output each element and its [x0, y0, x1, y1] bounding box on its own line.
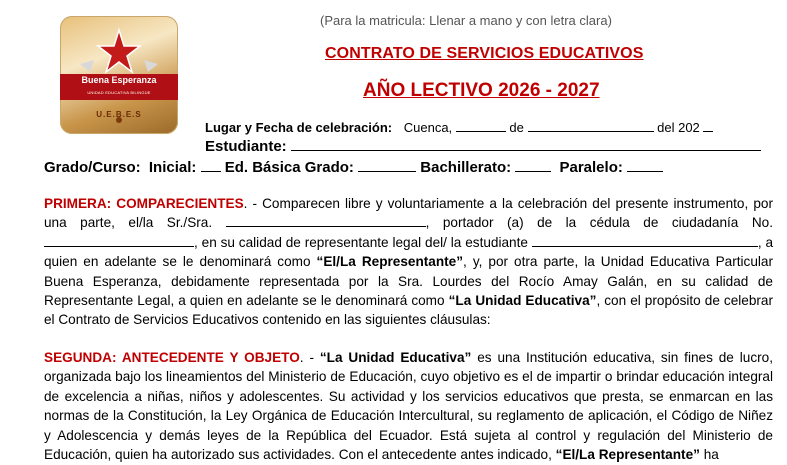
day-blank[interactable] [456, 119, 506, 132]
del-word: del 202 [657, 120, 700, 135]
basica-label: Ed. Básica Grado: [224, 159, 354, 176]
place-date-label: Lugar y Fecha de celebración: [205, 120, 393, 135]
paralelo-label: Paralelo: [559, 159, 623, 176]
city: Cuenca, [403, 120, 453, 135]
grade-line [44, 157, 663, 176]
de-word: de [509, 120, 524, 135]
month-blank[interactable] [528, 119, 654, 132]
student-name-blank[interactable] [532, 233, 758, 247]
student-line [205, 136, 761, 155]
clause-first-text-2: , portador (a) de la cédula de ciudadanía No. [425, 215, 773, 231]
basica-blank[interactable] [358, 157, 416, 172]
clause-second [44, 348, 773, 464]
school-logo [60, 16, 178, 134]
inicial-label: Inicial: [148, 159, 197, 176]
student-label: Estudiante: [205, 138, 287, 155]
representative-term-2: “El/La Representante” [555, 447, 700, 463]
bachillerato-blank[interactable] [515, 157, 551, 172]
clause-first-text-1: . - Comparecen libre y voluntariamente a la celebración del presente instrumento, por una parte, el/la Sr./Sra. [44, 196, 773, 231]
clause-first [44, 194, 773, 330]
school-term-2: “La Unidad Educativa” [319, 350, 472, 365]
document-title: CONTRATO DE SERVICIOS EDUCATIVOS [325, 45, 644, 62]
id-number-blank[interactable] [44, 233, 194, 247]
clause-second-text-2: ha [703, 447, 719, 463]
clause-first-text-3: , en su calidad de representante legal del/ la estudiante [194, 234, 528, 250]
bachillerato-label: Bachillerato: [420, 159, 512, 176]
grade-label: Grado/Curso: [44, 159, 141, 176]
logo-name: Buena Esperanza [81, 75, 157, 85]
year-blank[interactable] [703, 119, 713, 132]
clause-first-text-6: , con el propósito de celebrar el Contrato de Servicios Educativos contenido en las siguientes cláusulas: [44, 293, 774, 328]
school-term: “La Unidad Educativa” [448, 293, 597, 309]
clause-first-heading: PRIMERA: COMPARECIENTES [44, 196, 244, 211]
clause-first-text-4: , a quien en adelante se le denominará como [44, 234, 774, 270]
student-blank[interactable] [291, 136, 761, 151]
clause-first-text-5: , y, por otra parte, la Unidad Educativa Particular Buena Esperanza, debidamente representada por la Sra. Lourdes del Rocío Amay Galán, en su calidad de Representante Legal, a quien en adelante se le denominará como [44, 254, 773, 309]
inicial-blank[interactable] [201, 157, 221, 172]
clause-second-text-1: es una Institución educativa, sin fines de lucro, organizada bajo los lineamientos del Ministerio de Educación, cuyo objetivo es el de impartir o brindar educación integral de excelencia a niñas, niños y adolescentes. Su actividad y los servicios educativos que presta, se enmarcan en las normas de la Constitución, la Ley Orgánica de Educación Intercultural, su reglamento de aplicación, el Código de Niñez y Adolescencia y demás leyes de la República del Ecuador. Está sujeta al control y regulación del Ministerio de Educación, quien ha autorizado sus actividades. Con el antecedente antes indicado, [44, 350, 773, 463]
representative-term: “El/La Representante” [316, 254, 464, 270]
clause-second-heading: SEGUNDA: ANTECEDENTE Y OBJETO [44, 350, 300, 365]
place-date-line [205, 119, 713, 135]
logo-subtitle: UNIDAD EDUCATIVA BILINGÜE [87, 90, 151, 95]
paralelo-blank[interactable] [627, 157, 663, 172]
clause-second-text-0: . - [299, 350, 314, 365]
school-year: AÑO LECTIVO 2026 - 2027 [363, 80, 600, 101]
representative-name-blank[interactable] [226, 213, 426, 227]
logo-acronym: U.E.B.E.S [96, 110, 142, 119]
fill-instruction: (Para la matricula: Llenar a mano y con letra clara) [320, 13, 612, 28]
